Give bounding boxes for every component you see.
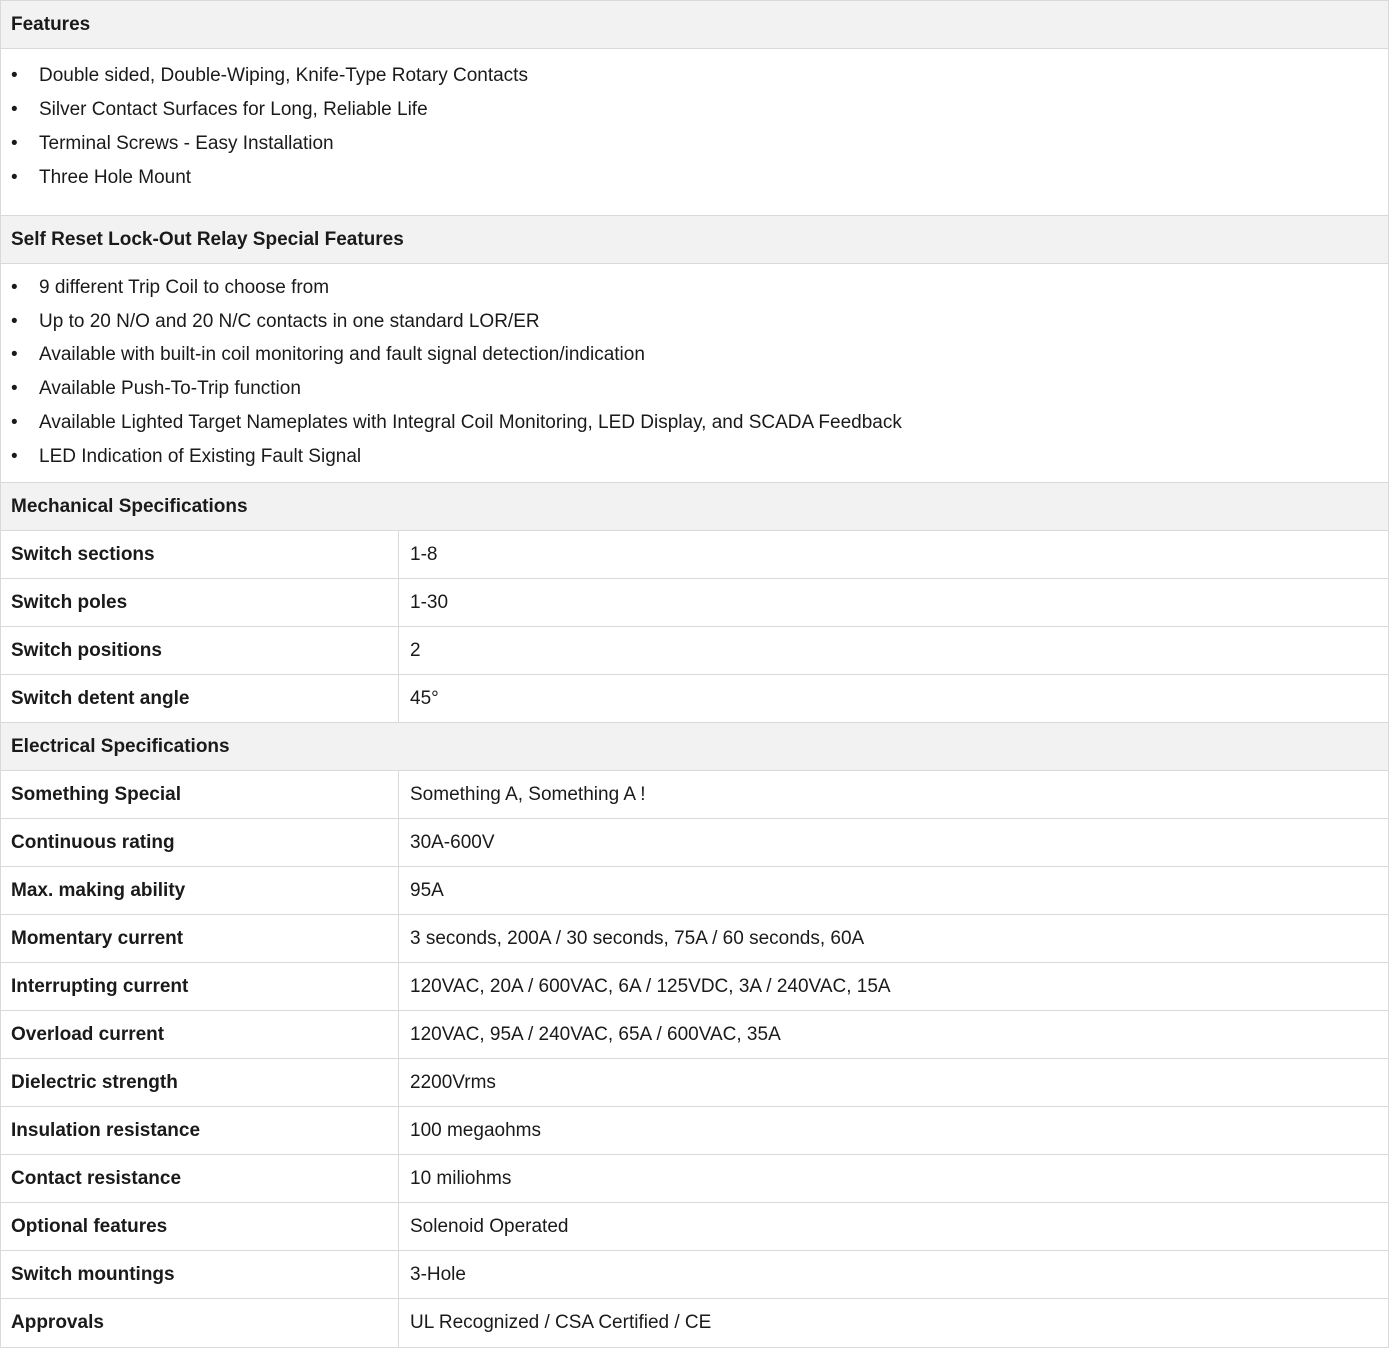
bullet-icon: • [11,344,18,366]
spec-label: Insulation resistance [1,1107,399,1154]
spec-label: Switch sections [1,531,399,578]
spec-value: 2 [399,627,1389,674]
spec-label: Optional features [1,1203,399,1250]
spec-value: 2200Vrms [399,1059,1389,1106]
table-row [1,819,1389,867]
spec-label: Interrupting current [1,963,399,1010]
list-item-text: Three Hole Mount [39,167,192,188]
list-item-text: Double sided, Double-Wiping, Knife-Type Rotary Contacts [39,65,528,86]
spec-value: UL Recognized / CSA Certified / CE [399,1299,1389,1347]
bullet-icon: • [11,133,18,154]
table-row [1,1251,1389,1299]
list-item-text: 9 different Trip Coil to choose from [39,276,330,298]
table-row [1,1107,1389,1155]
table-row [1,1155,1389,1203]
spec-value: 100 megaohms [399,1107,1389,1154]
bullet-icon: • [11,99,18,120]
list-item-text: Terminal Screws - Easy Installation [39,133,334,154]
spec-label: Switch positions [1,627,399,674]
table-row [1,531,1389,579]
spec-value: 45° [399,675,1389,722]
spec-value: 10 miliohms [399,1155,1389,1202]
features-title: Features [11,13,91,35]
list-item-text: Up to 20 N/O and 20 N/C contacts in one standard LOR/ER [39,310,540,332]
features-list [1,49,1389,216]
spec-label: Momentary current [1,915,399,962]
table-row [1,627,1389,675]
table-row [1,675,1389,723]
spec-label: Continuous rating [1,819,399,866]
special-features-header [1,216,1389,264]
list-item [11,339,1388,373]
bullet-icon: • [11,310,18,332]
table-row [1,963,1389,1011]
table-row [1,1011,1389,1059]
spec-value: 95A [399,867,1389,914]
table-row [1,1299,1389,1348]
spec-label: Switch detent angle [1,675,399,722]
spec-value: 1-30 [399,579,1389,626]
spec-label: Switch poles [1,579,399,626]
bullet-icon: • [11,378,18,400]
list-item [11,271,1388,305]
list-item [11,127,1388,161]
list-item [11,406,1388,440]
bullet-icon: • [11,167,18,188]
electrical-header [1,723,1389,771]
list-item [11,440,1388,474]
spec-label: Approvals [1,1299,399,1347]
special-features-list [1,264,1389,483]
table-row [1,1203,1389,1251]
electrical-title: Electrical Specifications [11,735,230,757]
spec-label: Overload current [1,1011,399,1058]
table-row [1,867,1389,915]
list-item [11,161,1388,195]
bullet-icon: • [11,276,18,298]
spec-label: Something Special [1,771,399,818]
spec-label: Switch mountings [1,1251,399,1298]
spec-value: 1-8 [399,531,1389,578]
list-item-text: Available Lighted Target Nameplates with Integral Coil Monitoring, LED Display, and SCADA Feedback [39,412,902,434]
list-item [11,372,1388,406]
spec-value: Solenoid Operated [399,1203,1389,1250]
features-header [1,1,1389,49]
spec-value: 120VAC, 20A / 600VAC, 6A / 125VDC, 3A / 240VAC, 15A [399,963,1389,1010]
list-item-text: Silver Contact Surfaces for Long, Reliable Life [39,99,428,120]
spec-value: 3 seconds, 200A / 30 seconds, 75A / 60 seconds, 60A [399,915,1389,962]
list-item [11,93,1388,127]
mechanical-title: Mechanical Specifications [11,495,248,517]
mechanical-header [1,483,1389,531]
list-item-text: Available Push-To-Trip function [39,378,301,400]
bullet-icon: • [11,445,18,467]
spec-label: Contact resistance [1,1155,399,1202]
list-item-text: Available with built-in coil monitoring and fault signal detection/indication [39,344,645,366]
bullet-icon: • [11,412,18,434]
spec-label: Dielectric strength [1,1059,399,1106]
list-item-text: LED Indication of Existing Fault Signal [39,445,362,467]
table-row [1,579,1389,627]
list-item [11,305,1388,339]
bullet-icon: • [11,65,18,86]
table-row [1,771,1389,819]
spec-value: 120VAC, 95A / 240VAC, 65A / 600VAC, 35A [399,1011,1389,1058]
table-row [1,915,1389,963]
list-item [11,59,1388,93]
table-row [1,1059,1389,1107]
spec-value: 30A-600V [399,819,1389,866]
spec-value: Something A, Something A ! [399,771,1389,818]
spec-value: 3-Hole [399,1251,1389,1298]
spec-label: Max. making ability [1,867,399,914]
special-features-title: Self Reset Lock-Out Relay Special Features [11,228,404,250]
